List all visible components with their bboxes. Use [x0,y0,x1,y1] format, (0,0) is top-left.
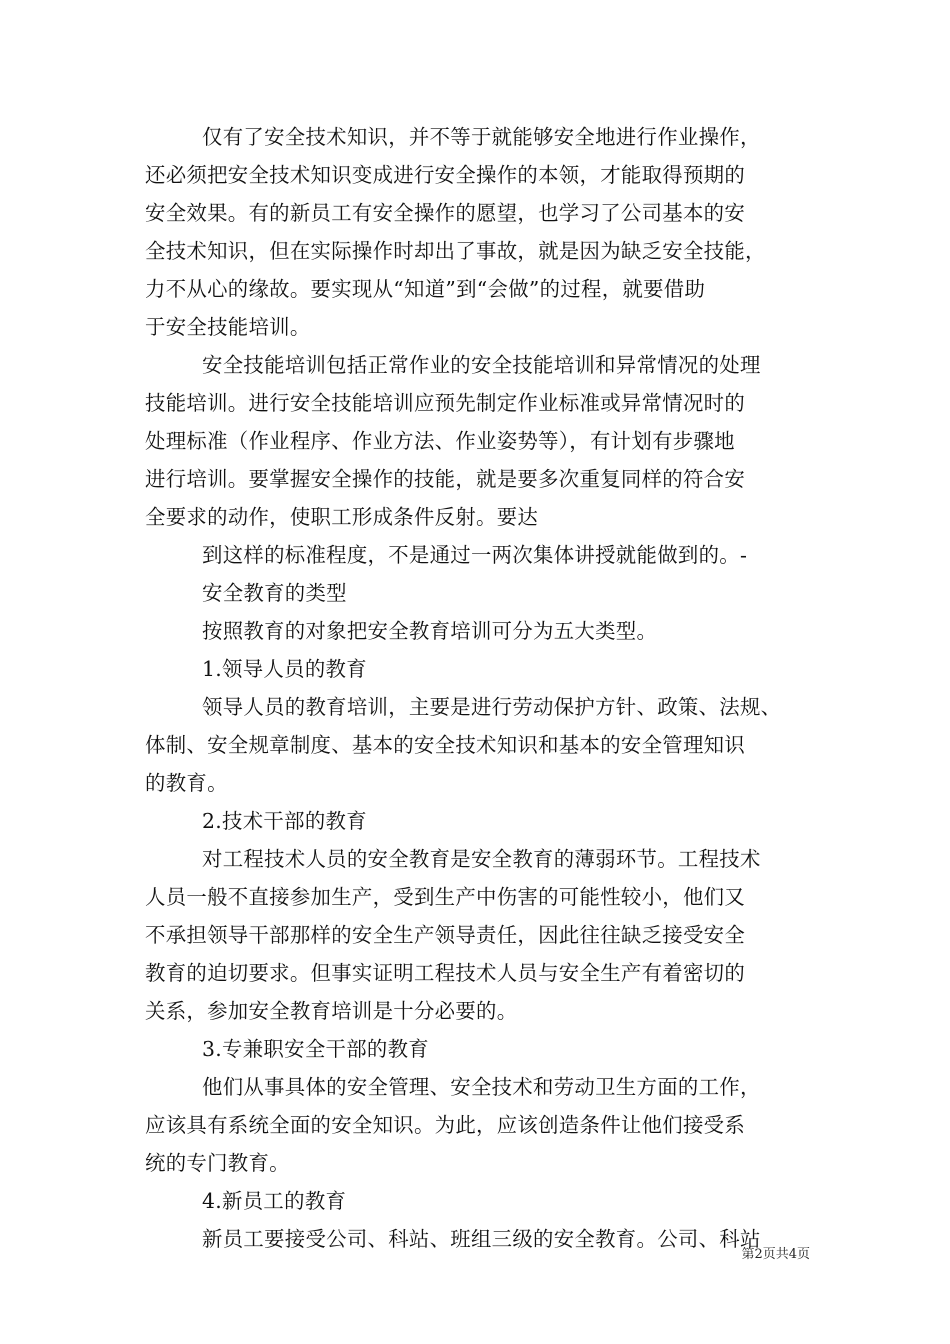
text-line: 的教育。 [145,771,228,795]
section-heading: 2.技术干部的教育 [202,809,367,833]
text-line: 对工程技术人员的安全教育是安全教育的薄弱环节。工程技术 [202,847,761,871]
body-text [145,118,807,1258]
page-number: 第2页共4页 [741,1247,810,1262]
text-line: 应该具有系统全面的安全知识。为此，应该创造条件让他们接受系 [145,1113,746,1137]
text-line: 按照教育的对象把安全教育培训可分为五大类型。 [202,619,658,643]
section-heading: 安全教育的类型 [202,581,347,605]
section-heading: 1.领导人员的教育 [202,657,367,681]
text-line: 处理标准（作业程序、作业方法、作业姿势等），有计划有步骤地 [145,429,735,453]
text-line: 安全技能培训包括正常作业的安全技能培训和异常情况的处理 [202,353,761,377]
text-line: 教育的迫切要求。但事实证明工程技术人员与安全生产有着密切的 [145,961,746,985]
text-line: 统的专门教育。 [145,1151,290,1175]
text-line: 领导人员的教育培训，主要是进行劳动保护方针、政策、法规、 [202,695,782,719]
text-line: 安全效果。有的新员工有安全操作的愿望，也学习了公司基本的安 [145,201,746,225]
text-line: 于安全技能培训。 [145,315,311,339]
text-line: 人员一般不直接参加生产，受到生产中伤害的可能性较小，他们又 [145,885,746,909]
text-line: 仅有了安全技术知识，并不等于就能够安全地进行作业操作， [202,125,761,149]
text-line: 关系，参加安全教育培训是十分必要的。 [145,999,518,1023]
section-heading: 4.新员工的教育 [202,1189,347,1213]
text-line: 新员工要接受公司、科站、班组三级的安全教育。公司、科站 [202,1227,761,1251]
text-line: 力不从心的缘故。要实现从“知道”到“会做”的过程，就要借助 [145,277,706,301]
section-heading: 3.专兼职安全干部的教育 [202,1037,429,1061]
text-line: 技能培训。进行安全技能培训应预先制定作业标准或异常情况时的 [145,391,746,415]
text-line: 还必须把安全技术知识变成进行安全操作的本领，才能取得预期的 [145,163,746,187]
text-line: 全要求的动作，使职工形成条件反射。要达 [145,505,539,529]
text-line: 体制、安全规章制度、基本的安全技术知识和基本的安全管理知识 [145,733,746,757]
text-line: 全技术知识，但在实际操作时却出了事故，就是因为缺乏安全技能， [145,239,766,263]
text-line: 不承担领导干部那样的安全生产领导责任，因此往往缺乏接受安全 [145,923,746,947]
text-line: 他们从事具体的安全管理、安全技术和劳动卫生方面的工作， [202,1075,761,1099]
text-line: 到这样的标准程度，不是通过一两次集体讲授就能做到的。- [202,543,748,567]
text-line: 进行培训。要掌握安全操作的技能，就是要多次重复同样的符合安 [145,467,746,491]
